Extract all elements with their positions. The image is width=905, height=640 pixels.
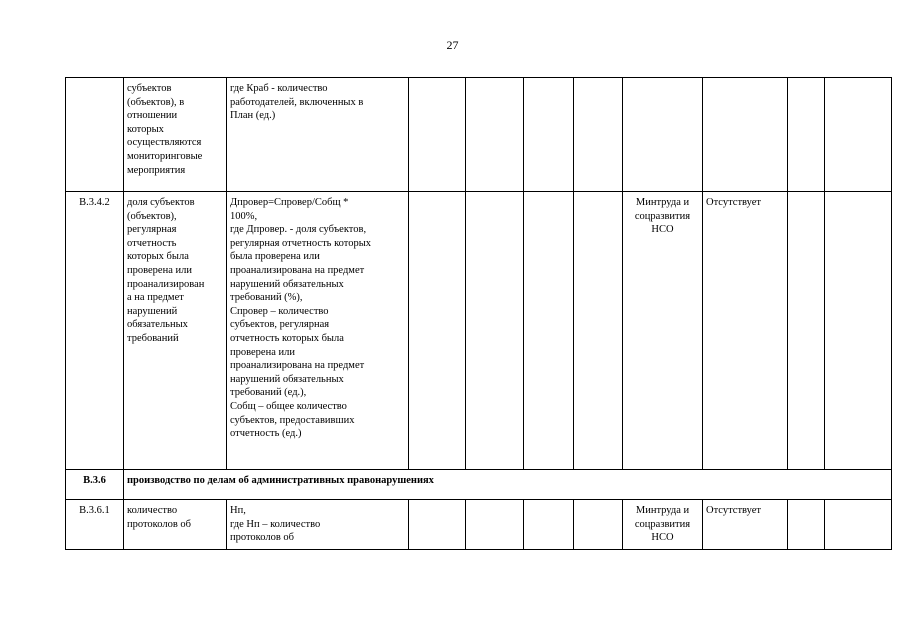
indicator-formula: Нп, где Нп – количество протоколов об xyxy=(227,500,409,550)
indicators-table xyxy=(65,77,892,550)
table-cell xyxy=(524,500,574,550)
table-cell xyxy=(825,78,892,192)
table-cell xyxy=(574,192,623,470)
indicator-code xyxy=(66,78,124,192)
table-cell xyxy=(788,192,825,470)
table-cell xyxy=(466,192,524,470)
section-code: В.3.6 xyxy=(66,470,124,500)
table-cell xyxy=(524,192,574,470)
table-row xyxy=(66,78,892,192)
table-row xyxy=(66,500,892,550)
responsible-body: Минтруда и соцразвития НСО xyxy=(623,192,703,470)
indicator-name: доля субъектов (объектов), регулярная отчетность которых была проверена или проанализирован а на предмет нарушений обязательных требований xyxy=(124,192,227,470)
table-cell xyxy=(825,192,892,470)
table-cell xyxy=(788,500,825,550)
indicator-note: Отсутствует xyxy=(703,192,788,470)
responsible-body xyxy=(623,78,703,192)
section-row xyxy=(66,470,892,500)
table-cell xyxy=(409,78,466,192)
table-cell xyxy=(825,500,892,550)
table-cell xyxy=(409,500,466,550)
indicator-formula: Дпровер=Спровер/Собщ * 100%, где Дпровер. - доля субъектов, регулярная отчетность которых была проверена или проанализирована на предмет нарушений обязательных требований (%), Спровер – количество субъектов, регулярная отчетность которых была проверена или проанализирована на предмет нарушений обязательных требований (ед.), Собщ – общее количество субъектов, предоставивших отчетность (ед.) xyxy=(227,192,409,470)
page-number: 27 xyxy=(446,38,459,52)
indicator-name: субъектов (объектов), в отношении которых осуществляются мониторинговые мероприятия xyxy=(124,78,227,192)
table-cell xyxy=(409,192,466,470)
table-row xyxy=(66,192,892,470)
table-cell xyxy=(466,78,524,192)
indicator-note: Отсутствует xyxy=(703,500,788,550)
table-cell xyxy=(466,500,524,550)
responsible-body: Минтруда и соцразвития НСО xyxy=(623,500,703,550)
table-cell xyxy=(574,500,623,550)
indicator-name: количество протоколов об xyxy=(124,500,227,550)
indicator-code: В.3.4.2 xyxy=(66,192,124,470)
indicator-code: В.3.6.1 xyxy=(66,500,124,550)
table-cell xyxy=(524,78,574,192)
section-title: производство по делам об административных правонарушениях xyxy=(124,470,892,500)
table-cell xyxy=(788,78,825,192)
indicator-note xyxy=(703,78,788,192)
table-cell xyxy=(574,78,623,192)
indicator-formula: где Краб - количество работодателей, включенных в План (ед.) xyxy=(227,78,409,192)
